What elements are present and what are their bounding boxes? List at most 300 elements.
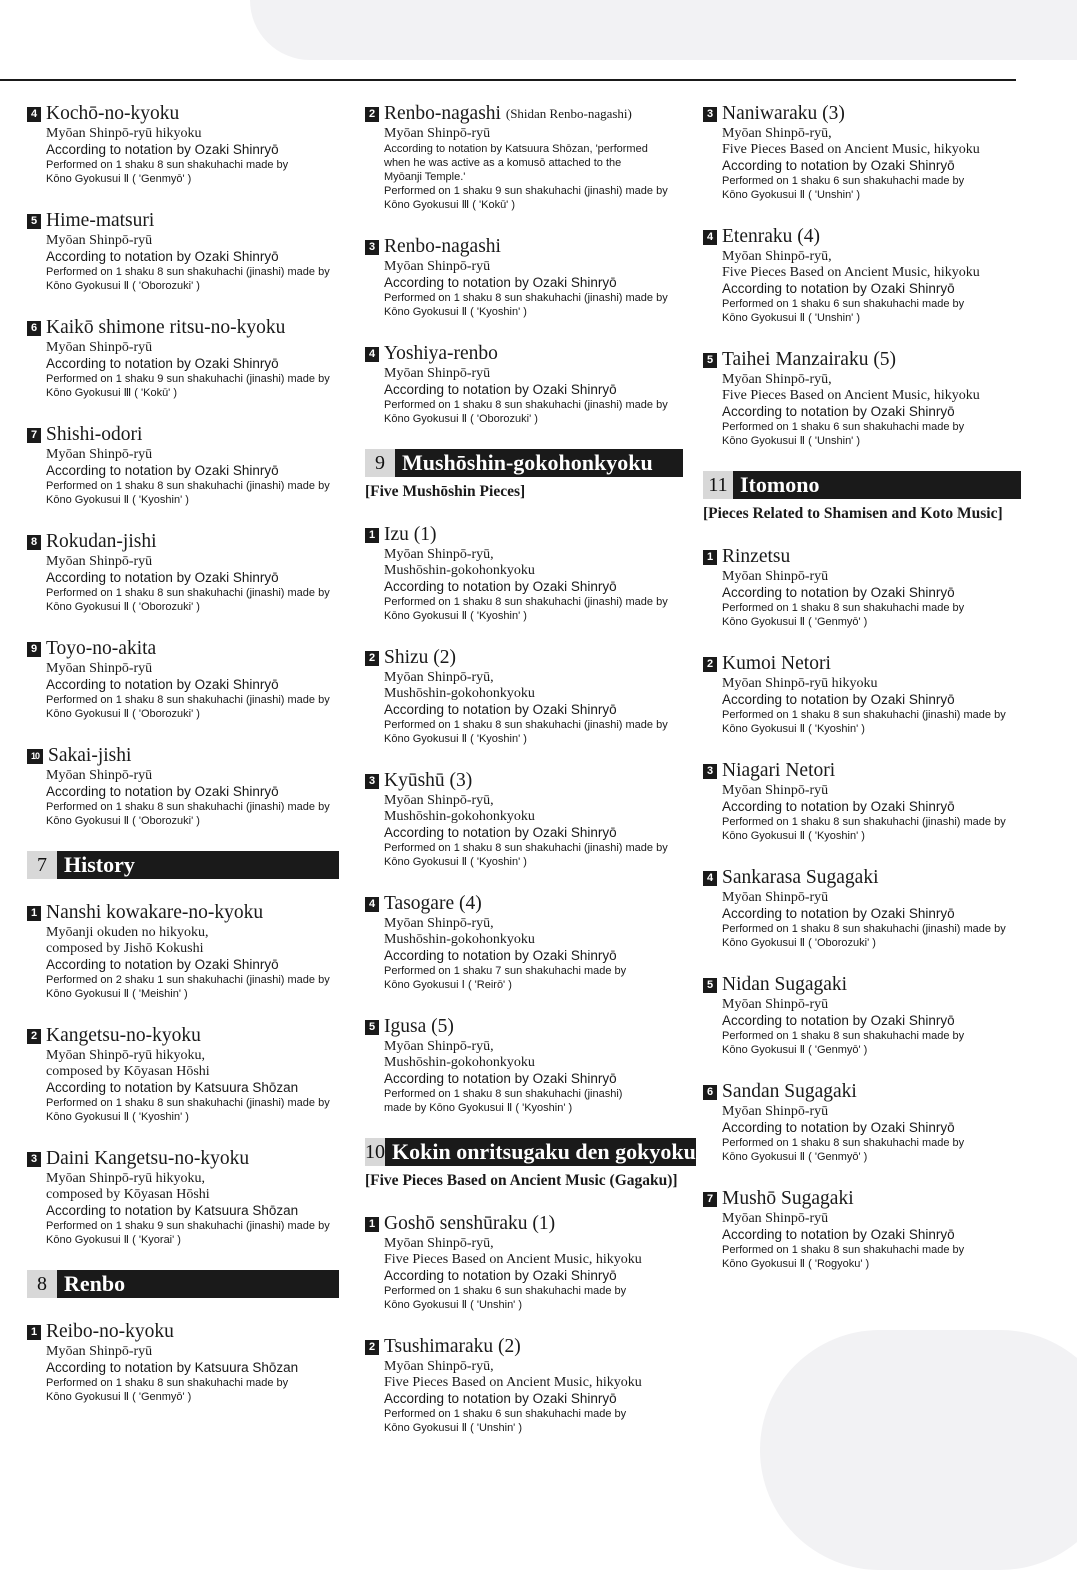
piece-details [365,126,683,212]
piece-performance [384,291,683,319]
performance-line: Kōno Gyokusui Ⅱ ( 'Kyoshin' ) [384,733,527,745]
piece-entry [27,316,339,400]
piece-school: Myōan Shinpō-ryū [722,890,829,905]
piece-number-badge: 7 [703,1192,717,1207]
section-header [365,1138,696,1190]
piece-school: Myōan Shinpō-ryū hikyoku, [46,1171,206,1186]
piece-performance [46,586,339,614]
piece-title: Daini Kangetsu-no-kyoku [46,1148,250,1169]
piece-performance [46,265,339,293]
piece-number-badge: 5 [27,214,41,229]
performance-line: Kōno Gyokusui Ⅱ ( 'Genmyō' ) [722,1044,868,1056]
piece-notation: According to notation by Ozaki Shinryō [384,579,617,594]
piece-notation: According to notation by Ozaki Shinryō [46,677,279,692]
piece-performance [46,973,339,1001]
section-title: History [57,851,339,879]
piece-details [703,569,1021,629]
performance-line: Kōno Gyokusui Ⅱ ( 'Kyoshin' ) [384,856,527,868]
performance-line: Performed on 1 shaku 8 sun shakuhachi (jinashi) made by [46,266,330,278]
performance-line: Kōno Gyokusui Ⅱ ( 'Unshin' ) [722,435,861,447]
piece-title: Yoshiya-renbo [384,343,498,364]
piece-performance [46,693,339,721]
performance-line: Performed on 1 shaku 8 sun shakuhachi (jinashi) made by [722,816,1006,828]
performance-line: Kōno Gyokusui Ⅲ ( 'Kokū' ) [46,387,178,399]
piece-entry [703,1187,1021,1271]
piece-school: Myōan Shinpō-ryū [722,997,829,1012]
performance-line: Kōno Gyokusui Ⅱ ( 'Unshin' ) [722,189,861,201]
performance-line: Performed on 1 shaku 8 sun shakuhachi (jinashi) made by [384,719,668,731]
background-shape-top [250,0,1077,60]
piece-performance [46,1219,339,1247]
piece-number-badge: 2 [365,107,379,122]
background-shape-bottom [760,1330,1077,1570]
piece-notation: According to notation by Ozaki Shinryō [384,948,617,963]
piece-number-badge: 4 [703,871,717,886]
performance-line: Performed on 1 shaku 8 sun shakuhachi made by [46,159,289,171]
performance-line: According to notation by Katsuura Shōzan, 'performed [384,143,648,155]
performance-line: Kōno Gyokusui Ⅲ ( 'Kokū' ) [384,199,516,211]
piece-number-badge: 1 [27,906,41,921]
section-subtitle: [Five Mushōshin Pieces] [365,483,526,500]
piece-title-row [27,1024,339,1048]
piece-entry [365,892,683,992]
piece-subtitle: (Shidan Renbo-nagashi) [505,106,632,121]
performance-line: Kōno Gyokusui Ⅱ ( 'Meishin' ) [46,988,188,1000]
piece-title: Kochō-no-kyoku [46,103,180,124]
piece-title-row [703,348,1021,372]
section-number: 7 [27,851,57,879]
piece-details [27,925,339,1001]
performance-line: Kōno Gyokusui Ⅱ ( 'Rogyoku' ) [722,1258,870,1270]
piece-title-row [365,102,683,126]
piece-details [365,793,683,869]
column-middle [365,102,696,1458]
piece-performance [384,1284,683,1312]
piece-performance [384,718,683,746]
piece-details [703,890,1021,950]
performance-line: Kōno Gyokusui Ⅱ ( 'Kyoshin' ) [384,610,527,622]
performance-line: Kōno Gyokusui Ⅱ ( 'Genmyō' ) [722,1151,868,1163]
performance-line: Kōno Gyokusui Ⅱ ( 'Kyoshin' ) [46,1111,189,1123]
piece-notation: According to notation by Ozaki Shinryō [722,585,955,600]
performance-line: Kōno Gyokusui Ⅱ ( 'Unshin' ) [384,1299,523,1311]
piece-details [27,768,339,828]
piece-notation: According to notation by Katsuura Shōzan [46,1360,299,1375]
piece-entry [365,235,683,319]
piece-title-row [703,866,1021,890]
piece-title-row [365,235,683,259]
performance-line: Kōno Gyokusui Ⅱ ( 'Oborozuki' ) [46,708,200,720]
piece-title: Etenraku (4) [722,226,820,247]
section-title: Itomono [733,471,1021,499]
piece-school: Myōan Shinpō-ryū [384,366,491,381]
section-header [365,449,683,501]
piece-entry [703,973,1021,1057]
piece-title-row [703,545,1021,569]
piece-entry [365,1212,683,1312]
piece-notation: According to notation by Ozaki Shinryō [46,249,279,264]
performance-line: Performed on 1 shaku 8 sun shakuhachi made by [722,1137,965,1149]
piece-title: Kangetsu-no-kyoku [46,1025,201,1046]
piece-number-badge: 3 [703,764,717,779]
performance-line: Performed on 1 shaku 6 sun shakuhachi made by [722,175,965,187]
performance-line: Performed on 1 shaku 8 sun shakuhachi made by [722,602,965,614]
performance-line: Performed on 1 shaku 8 sun shakuhachi (jinashi) made by [46,587,330,599]
piece-notation: According to notation by Ozaki Shinryō [46,570,279,585]
performance-line: Kōno Gyokusui Ⅱ ( 'Oborozuki' ) [384,413,538,425]
performance-line: Kōno Gyokusui Ⅱ ( 'Genmyō' ) [46,1391,192,1403]
piece-details [27,661,339,721]
piece-title-row [703,225,1021,249]
section-title: Mushōshin-gokohonkyoku [395,449,683,477]
piece-entry [365,102,683,212]
piece-performance [46,158,339,186]
piece-details [27,554,339,614]
piece-school: Mushōshin-gokohonkyoku [384,563,535,578]
piece-title: Mushō Sugagaki [722,1188,854,1209]
performance-line: Performed on 1 shaku 6 sun shakuhachi made by [384,1408,627,1420]
performance-line: Kōno Gyokusui Ⅱ ( 'Unshin' ) [722,312,861,324]
performance-line: Performed on 2 shaku 1 sun shakuhachi (jinashi) made by [46,974,330,986]
performance-line: Performed on 1 shaku 8 sun shakuhachi (jinashi) made by [722,709,1006,721]
piece-details [27,1171,339,1247]
piece-title-row [365,769,683,793]
piece-school: Myōan Shinpō-ryū, [384,670,494,685]
piece-school: Myōan Shinpō-ryū, [722,126,832,141]
piece-performance [722,922,1021,950]
piece-performance [722,420,1021,448]
performance-line: Performed on 1 shaku 6 sun shakuhachi made by [722,421,965,433]
piece-details [27,126,339,186]
piece-details [703,1104,1021,1164]
piece-number-badge: 3 [703,107,717,122]
piece-performance [722,1136,1021,1164]
piece-entry [27,637,339,721]
piece-title: Naniwaraku (3) [722,103,845,124]
section-subtitle: [Five Pieces Based on Ancient Music (Gagaku)] [365,1172,678,1189]
piece-details [27,447,339,507]
piece-title-row [703,973,1021,997]
piece-entry [27,744,339,828]
performance-line: Kōno Gyokusui Ⅱ ( 'Oborozuki' ) [722,937,876,949]
piece-performance [384,1087,683,1115]
piece-school: Mushōshin-gokohonkyoku [384,686,535,701]
piece-notation: According to notation by Ozaki Shinryō [384,825,617,840]
piece-school: Myōan Shinpō-ryū [722,1211,829,1226]
piece-school: composed by Kōyasan Hōshi [46,1064,210,1079]
piece-details [703,126,1021,202]
piece-notation: According to notation by Ozaki Shinryō [46,142,279,157]
piece-notation: According to notation by Katsuura Shōzan [46,1203,299,1218]
section-title: Kokin onritsugaku den gokyoku [385,1138,696,1166]
piece-school: Myōan Shinpō-ryū, [384,547,494,562]
piece-school: composed by Kōyasan Hōshi [46,1187,210,1202]
piece-entry [703,759,1021,843]
performance-line: Kōno Gyokusui Ⅱ ( 'Kyoshin' ) [722,723,865,735]
piece-number-badge: 1 [27,1325,41,1340]
piece-performance [722,815,1021,843]
performance-line: Performed on 1 shaku 8 sun shakuhachi (jinashi) made by [384,596,668,608]
piece-title: Toyo-no-akita [46,638,157,659]
piece-title-row [27,530,339,554]
piece-number-badge: 2 [703,657,717,672]
piece-notation: According to notation by Ozaki Shinryō [384,275,617,290]
piece-entry [27,530,339,614]
piece-entry [365,523,683,623]
piece-details [27,340,339,400]
piece-performance [722,708,1021,736]
piece-title: Renbo-nagashi [384,236,501,257]
performance-line: Performed on 1 shaku 8 sun shakuhachi (jinashi) made by [384,292,668,304]
piece-notation: According to notation by Ozaki Shinryō [384,702,617,717]
section-number: 11 [703,471,733,499]
piece-title-row [365,646,683,670]
piece-school: Myōan Shinpō-ryū, [722,372,832,387]
piece-title-row [365,523,683,547]
piece-school: Myōan Shinpō-ryū, [384,1359,494,1374]
performance-line: Performed on 1 shaku 8 sun shakuhachi (jinashi) made by [46,480,330,492]
piece-number-badge: 4 [27,107,41,122]
performance-line: Performed on 1 shaku 6 sun shakuhachi made by [384,1285,627,1297]
piece-entry [703,225,1021,325]
piece-details [365,1039,683,1115]
piece-school: Five Pieces Based on Ancient Music, hikyoku [722,265,980,280]
performance-line: when he was active as a komusō attached to the [384,157,622,169]
piece-number-badge: 2 [365,651,379,666]
performance-line: Performed on 1 shaku 8 sun shakuhachi made by [46,1377,289,1389]
piece-school: Myōan Shinpō-ryū hikyoku [46,126,202,141]
performance-line: Kōno Gyokusui Ⅱ ( 'Oborozuki' ) [46,815,200,827]
piece-performance [722,601,1021,629]
piece-performance [46,372,339,400]
piece-notation: According to notation by Ozaki Shinryō [722,1013,955,1028]
piece-school: composed by Jishō Kokushi [46,941,204,956]
piece-title: Hime-matsuri [46,210,155,231]
piece-performance [722,174,1021,202]
performance-line: Performed on 1 shaku 9 sun shakuhachi (jinashi) made by [46,1220,330,1232]
piece-entry [27,209,339,293]
piece-title-row [703,1187,1021,1211]
piece-details [27,233,339,293]
piece-details [27,1344,339,1404]
piece-school: Myōan Shinpō-ryū [46,554,153,569]
piece-number-badge: 4 [365,897,379,912]
piece-entry [703,348,1021,448]
piece-title: Taihei Manzairaku (5) [722,349,897,370]
section-header [27,1270,339,1298]
piece-school: Myōan Shinpō-ryū hikyoku [722,676,878,691]
piece-details [703,783,1021,843]
piece-number-badge: 2 [365,1340,379,1355]
piece-number-badge: 6 [703,1085,717,1100]
piece-details [365,1359,683,1435]
piece-details [27,1048,339,1124]
piece-number-badge: 1 [365,528,379,543]
piece-notation: According to notation by Ozaki Shinryō [46,356,279,371]
piece-title: Kaikō shimone ritsu-no-kyoku [46,317,286,338]
performance-line: Performed on 1 shaku 6 sun shakuhachi made by [722,298,965,310]
performance-line: Performed on 1 shaku 8 sun shakuhachi (jinashi) made by [384,399,668,411]
piece-details [365,547,683,623]
performance-line: made by Kōno Gyokusui Ⅱ ( 'Kyoshin' ) [384,1102,573,1114]
piece-title-row [27,102,339,126]
performance-line: Kōno Gyokusui Ⅱ ( 'Oborozuki' ) [46,601,200,613]
piece-title: Sandan Sugagaki [722,1081,857,1102]
piece-performance [722,1029,1021,1057]
performance-line: Kōno Gyokusui Ⅱ ( 'Kyorai' ) [46,1234,181,1246]
performance-line: Performed on 1 shaku 8 sun shakuhachi (jinashi) made by [46,694,330,706]
piece-school: Five Pieces Based on Ancient Music, hikyoku [722,388,980,403]
piece-school: Mushōshin-gokohonkyoku [384,932,535,947]
piece-title-row [27,1147,339,1171]
performance-line: Performed on 1 shaku 8 sun shakuhachi (jinashi) [384,1088,623,1100]
section-banner [27,1270,339,1298]
piece-school: Mushōshin-gokohonkyoku [384,1055,535,1070]
piece-entry [703,102,1021,202]
piece-performance [384,595,683,623]
piece-title-row [365,1335,683,1359]
piece-school: Myōan Shinpō-ryū, [384,1039,494,1054]
piece-title: Niagari Netori [722,760,836,781]
piece-notation: According to notation by Ozaki Shinryō [722,1120,955,1135]
piece-title-row [27,901,339,925]
section-header [703,471,1021,523]
piece-school: Myōan Shinpō-ryū [46,340,153,355]
piece-title-row [27,637,339,661]
piece-details [703,1211,1021,1271]
piece-entry [27,1320,339,1404]
piece-title-row [703,652,1021,676]
piece-title-row [27,1320,339,1344]
section-subtitle: [Pieces Related to Shamisen and Koto Music] [703,505,1003,522]
piece-title-row [703,759,1021,783]
piece-performance [722,1243,1021,1271]
performance-line: Kōno Gyokusui Ⅰ ( 'Reirō' ) [384,979,512,991]
piece-number-badge: 4 [365,347,379,362]
piece-details [703,249,1021,325]
piece-notation: According to notation by Ozaki Shinryō [722,281,955,296]
piece-number-badge: 6 [27,321,41,336]
piece-entry [365,1015,683,1115]
section-banner [703,471,1021,499]
section-title: Renbo [57,1270,339,1298]
performance-line: Kōno Gyokusui Ⅱ ( 'Genmyō' ) [46,173,192,185]
performance-line: Myōanji Temple.' [384,171,466,183]
performance-line: Performed on 1 shaku 8 sun shakuhachi (jinashi) made by [46,1097,330,1109]
performance-line: Kōno Gyokusui Ⅱ ( 'Genmyō' ) [722,616,868,628]
piece-number-badge: 9 [27,642,41,657]
piece-school: Myōan Shinpō-ryū [384,126,491,141]
piece-school: Myōanji okuden no hikyoku, [46,925,209,940]
piece-performance [384,964,683,992]
piece-number-badge: 1 [703,550,717,565]
piece-title: Sakai-jishi [48,745,132,766]
piece-notation: According to notation by Ozaki Shinryō [384,382,617,397]
piece-notation: According to notation by Ozaki Shinryō [384,1071,617,1086]
piece-title: Rinzetsu [722,546,791,567]
piece-title-row [27,209,339,233]
piece-title: Kumoi Netori [722,653,831,674]
performance-line: Performed on 1 shaku 8 sun shakuhachi made by [722,1030,965,1042]
piece-title: Tsushimaraku (2) [384,1336,521,1357]
piece-details [365,670,683,746]
piece-performance [46,1376,339,1404]
piece-notation: According to notation by Ozaki Shinryō [722,158,955,173]
piece-entry [365,769,683,869]
piece-notation: According to notation by Ozaki Shinryō [722,404,955,419]
piece-title: Rokudan-jishi [46,531,157,552]
performance-line: Kōno Gyokusui Ⅱ ( 'Kyoshin' ) [722,830,865,842]
piece-number-badge: 5 [703,353,717,368]
piece-entry [27,1147,339,1247]
piece-school: Five Pieces Based on Ancient Music, hikyoku [384,1375,642,1390]
piece-title: Tasogare (4) [384,893,482,914]
piece-title-row [703,102,1021,126]
piece-entry [365,1335,683,1435]
piece-title: Renbo-nagashi [384,103,501,124]
piece-entry [703,652,1021,736]
performance-line: Performed on 1 shaku 8 sun shakuhachi (jinashi) made by [46,801,330,813]
piece-entry [365,646,683,746]
section-number: 10 [365,1138,385,1166]
piece-school: Myōan Shinpō-ryū, [384,916,494,931]
piece-title-row [365,342,683,366]
piece-number-badge: 5 [365,1020,379,1035]
piece-school: Myōan Shinpō-ryū, [722,249,832,264]
piece-title: Reibo-no-kyoku [46,1321,174,1342]
piece-details [365,1236,683,1312]
performance-line: Performed on 1 shaku 8 sun shakuhachi (jinashi) made by [722,923,1006,935]
piece-school: Myōan Shinpō-ryū [46,1344,153,1359]
piece-details [365,916,683,992]
piece-title: Igusa (5) [384,1016,454,1037]
piece-school: Five Pieces Based on Ancient Music, hikyoku [722,142,980,157]
piece-school: Myōan Shinpō-ryū hikyoku, [46,1048,206,1063]
piece-title: Kyūshū (3) [384,770,473,791]
piece-number-badge: 3 [365,774,379,789]
piece-notation: According to notation by Ozaki Shinryō [384,1268,617,1283]
performance-line: Performed on 1 shaku 7 sun shakuhachi made by [384,965,627,977]
piece-details [365,259,683,319]
piece-entry [27,102,339,186]
section-banner [365,1138,696,1166]
piece-performance [384,398,683,426]
piece-title: Sankarasa Sugagaki [722,867,879,888]
section-header [27,851,339,879]
piece-school: Myōan Shinpō-ryū [46,233,153,248]
piece-notation: According to notation by Ozaki Shinryō [46,784,279,799]
piece-title-row [365,1212,683,1236]
section-banner [365,449,683,477]
piece-entry [365,342,683,426]
piece-performance [722,297,1021,325]
piece-number-badge: 7 [27,428,41,443]
piece-title-row [27,423,339,447]
header-rule [0,79,1016,81]
piece-entry [27,1024,339,1124]
piece-title: Nidan Sugagaki [722,974,848,995]
piece-details [703,676,1021,736]
performance-line: Kōno Gyokusui Ⅱ ( 'Kyoshin' ) [384,306,527,318]
piece-school: Myōan Shinpō-ryū [722,783,829,798]
piece-details [365,366,683,426]
piece-school: Mushōshin-gokohonkyoku [384,809,535,824]
piece-number-badge: 8 [27,535,41,550]
piece-school: Myōan Shinpō-ryū [46,447,153,462]
performance-line: Performed on 1 shaku 8 sun shakuhachi (jinashi) made by [384,842,668,854]
piece-title-row [27,316,339,340]
piece-notation: According to notation by Ozaki Shinryō [722,906,955,921]
